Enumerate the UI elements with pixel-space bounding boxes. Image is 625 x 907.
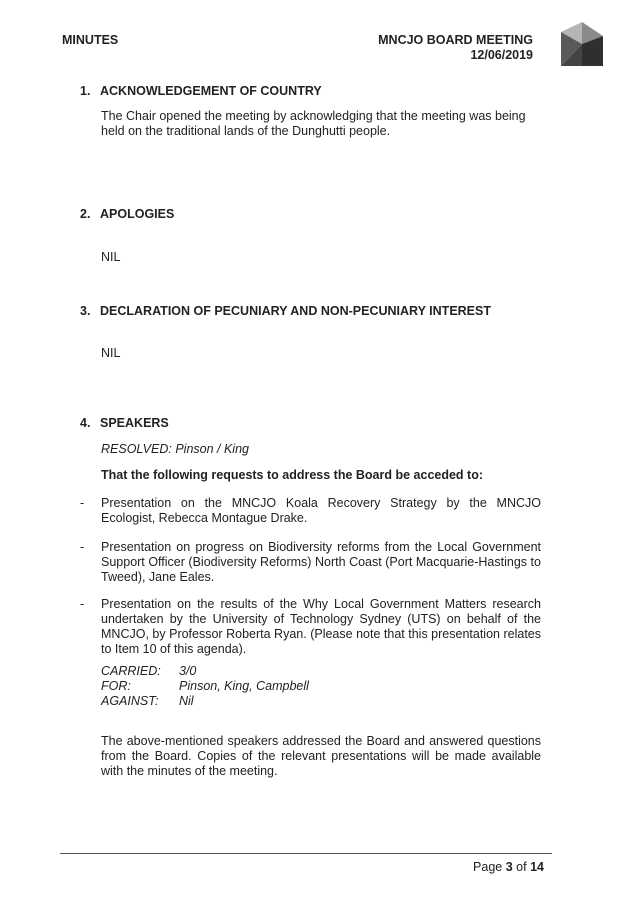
section-4-motion: That the following requests to address the Board be acceded to:: [101, 468, 484, 482]
vote-row-carried: [101, 664, 309, 679]
vote-value: Nil: [179, 694, 194, 708]
section-1-heading: [80, 84, 322, 98]
page-current: 3: [505, 860, 513, 874]
vote-value: 3/0: [179, 664, 197, 678]
page-of: of: [516, 860, 527, 874]
section-4-resolved: RESOLVED: Pinson / King: [101, 442, 249, 456]
section-4-title: SPEAKERS: [100, 416, 169, 430]
vote-value: Pinson, King, Campbell: [179, 679, 309, 693]
vote-label: CARRIED:: [101, 664, 161, 678]
section-3-title: DECLARATION OF PECUNIARY AND NON-PECUNIARY INTEREST: [100, 304, 491, 318]
bullet-dash-3: -: [80, 597, 85, 611]
section-3-heading: [80, 304, 491, 318]
bullet-dash-1: -: [80, 496, 85, 510]
organisation-logo: [561, 22, 603, 66]
footer-divider: [60, 853, 552, 854]
section-3-number: 3.: [80, 304, 91, 318]
vote-label: AGAINST:: [101, 694, 159, 708]
vote-label: FOR:: [101, 679, 131, 693]
speaker-item-3: Presentation on the results of the Why Local Government Matters research undertaken by the University of Technology Sydney (UTS) on behalf of the MNCJO, by Professor Roberta Ryan. (Please note that this presentation relates to Item 10 of this agenda).: [101, 597, 541, 656]
page-prefix: Page: [473, 860, 503, 874]
section-2-heading: [80, 207, 174, 221]
speaker-item-1: Presentation on the MNCJO Koala Recovery Strategy by the MNCJO Ecologist, Rebecca Montague Drake.: [101, 496, 541, 525]
section-4-number: 4.: [80, 416, 91, 430]
vote-record: [101, 664, 309, 709]
header-meeting-title-block: [378, 33, 533, 63]
section-1-number: 1.: [80, 84, 91, 98]
header-meeting-date: 12/06/2019: [470, 48, 533, 62]
section-3-body: NIL: [101, 346, 121, 360]
bullet-dash-2: -: [80, 540, 85, 554]
vote-row-for: [101, 679, 309, 694]
vote-row-against: [101, 694, 309, 709]
section-2-body: NIL: [101, 250, 121, 264]
page-total: 14: [530, 860, 544, 874]
speaker-item-2: Presentation on progress on Biodiversity reforms from the Local Government Support Officer (Biodiversity Reforms) North Coast (Port Macquarie-Hastings to Tweed), Jane Eales.: [101, 540, 541, 584]
section-4-closing: The above-mentioned speakers addressed the Board and answered questions from the Board. Copies of the relevant presentations will be made available with the minutes of the meeting.: [101, 734, 541, 778]
header-meeting-title: MNCJO BOARD MEETING: [378, 33, 533, 47]
section-1-body: The Chair opened the meeting by acknowledging that the meeting was being held on the traditional lands of the Dunghutti people.: [101, 109, 526, 138]
page-number: [473, 860, 544, 874]
section-2-number: 2.: [80, 207, 91, 221]
section-4-heading: [80, 416, 169, 430]
header-minutes-label: MINUTES: [62, 33, 119, 47]
section-1-title: ACKNOWLEDGEMENT OF COUNTRY: [100, 84, 322, 98]
section-2-title: APOLOGIES: [100, 207, 175, 221]
